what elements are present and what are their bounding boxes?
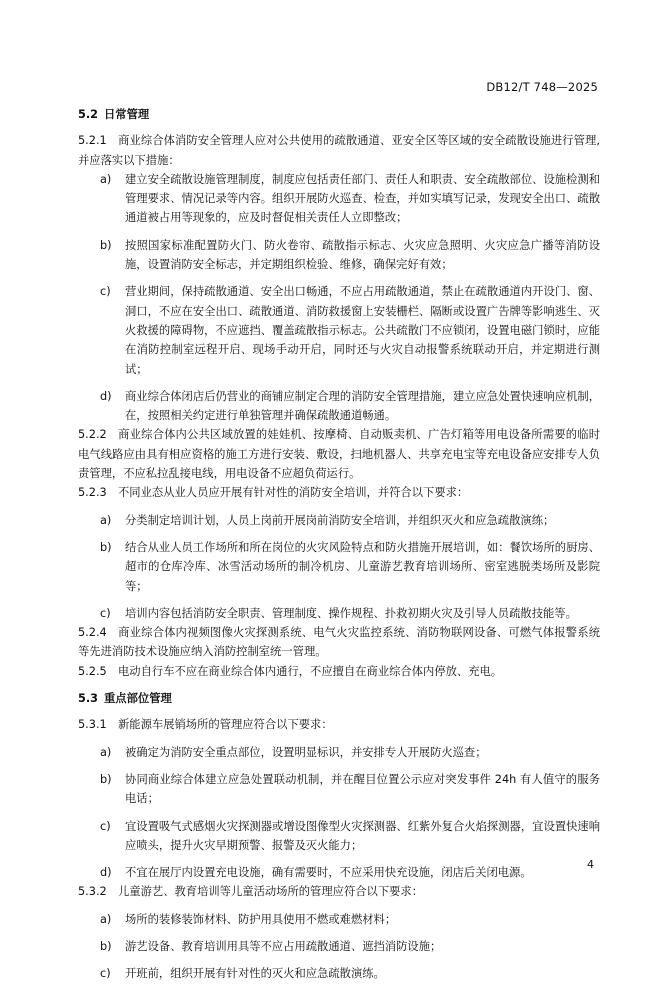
item-mark: b) — [100, 939, 112, 953]
item-text: 营业期间，保持疏散通道、安全出口畅通，不应占用疏散通道，禁止在疏散通道内开设门、窗、洞口，不应在安全出口、疏散通道、消防救援窗上安装栅栏、隔断或设置广告牌等影响逃生、灭火救援的障碍物，不应遮挡、覆盖疏散指示标志。公共疏散门不应锁闭，设置电磁门锁时，应能在消防控制室远程开启、现场手动开启，同时还与火灾自动报警系统联动开启，并定期进行测试； — [125, 285, 600, 376]
item-text: 协同商业综合体建立应急处置联动机制，并在醒目位置公示应对突发事件 24h 有人值守的服务电话； — [125, 772, 600, 806]
section-heading-5-3 — [78, 689, 600, 708]
item-mark: b) — [100, 772, 112, 786]
list-item — [78, 236, 600, 275]
list-item — [78, 511, 600, 530]
item-text: 建立安全疏散设施管理制度，制度应包括责任部门、责任人和职责、安全疏散部位、设施检测和管理要求、情况记录等内容。组织开展防火巡查、检查，并如实填写记录，发现安全出口、疏散通道被占用等现象的，应及时督促相关责任人立即整改； — [125, 172, 600, 225]
standard-code: DB12/T 748—2025 — [486, 80, 598, 94]
list-item — [78, 282, 600, 378]
item-text: 开班前，组织开展有针对性的灭火和应急疏散演练。 — [125, 967, 385, 981]
list-item — [78, 910, 600, 929]
item-mark: b) — [100, 238, 112, 252]
clause-number: 5.3.1 — [78, 718, 107, 732]
clause-number: 5.2.1 — [78, 134, 107, 148]
clause-5-2-5 — [78, 662, 600, 681]
list-item — [78, 604, 600, 623]
clause-5-2-1 — [78, 131, 600, 170]
list-item — [78, 387, 600, 426]
item-mark: a) — [100, 912, 112, 926]
clause-text: 儿童游艺、教育培训等儿童活动场所的管理应符合以下要求： — [118, 885, 424, 899]
clause-text: 新能源车展销场所的管理应符合以下要求： — [118, 718, 333, 732]
item-text: 按照国家标准配置防火门、防火卷帘、疏散指示标志、火灾应急照明、火灾应急广播等消防设施，设置消防安全标志，并定期组织检验、维修，确保完好有效； — [125, 238, 600, 272]
item-text: 宜设置吸气式感烟火灾探测器或增设图像型火灾探测器、红紫外复合火焰探测器，宜设置快速响应喷头，提升火灾早期预警、报警及灭火能力； — [125, 819, 600, 852]
item-text: 分类制定培训计划，人员上岗前开展岗前消防安全培训，并组织灭火和应急疏散演练； — [125, 513, 555, 527]
section-title: 重点部位管理 — [104, 692, 172, 706]
list-item — [78, 863, 600, 882]
clause-text: 电动自行车不应在商业综合体内通行，不应擅自在商业综合体内停放、充电。 — [118, 664, 503, 678]
item-text: 场所的装修装饰材料、防护用具使用不燃或难燃材料； — [125, 912, 397, 926]
item-mark: c) — [100, 819, 111, 833]
item-text: 不宜在展厅内设置充电设施，确有需要时，不应采用快充设施，闭店后关闭电源。 — [125, 866, 532, 880]
section-heading-5-2 — [78, 105, 600, 124]
clause-5-2-2 — [78, 425, 600, 483]
item-mark: c) — [100, 967, 111, 981]
item-list — [78, 170, 600, 426]
item-mark: a) — [100, 172, 112, 186]
item-text: 被确定为消防安全重点部位，设置明显标识，并安排专人开展防火巡查； — [125, 745, 487, 759]
item-mark: a) — [100, 513, 112, 527]
item-mark: d) — [100, 389, 112, 403]
document-body — [78, 102, 600, 984]
section-number: 5.3 — [78, 692, 99, 706]
clause-text: 商业综合体内公共区域放置的娃娃机、按摩椅、自动贩卖机、广告灯箱等用电设备所需要的临时电气线路应由具有相应资格的施工方进行安装、敷设，扫地机器人、共享充电宝等充电设备应安排专人负责管理，不应私拉乱接电线，用电设备不应超负荷运行。 — [78, 428, 600, 481]
list-item — [78, 817, 600, 856]
item-mark: a) — [100, 745, 112, 759]
item-mark: d) — [100, 866, 112, 880]
item-mark: b) — [100, 540, 112, 554]
list-item — [78, 170, 600, 228]
section-number: 5.2 — [78, 108, 99, 121]
list-item — [78, 538, 600, 596]
item-text: 结合从业人员工作场所和所在岗位的火灾风险特点和防火措施开展培训，如：餐饮场所的厨房、超市的仓库冷库、冰雪活动场所的制冷机房、儿童游艺教育培训场所、密室逃脱类场所及影院等； — [125, 540, 600, 593]
clause-5-2-3 — [78, 483, 600, 502]
clause-5-2-4 — [78, 623, 600, 662]
item-text: 游艺设备、教育培训用具等不应占用疏散通道、遮挡消防设施； — [125, 939, 442, 953]
clause-5-3-2 — [78, 882, 600, 901]
clause-text: 不同业态从业人员应开展有针对性的消防安全培训，并符合以下要求： — [118, 486, 469, 500]
section-title: 日常管理 — [104, 108, 150, 121]
clause-number: 5.2.2 — [78, 428, 107, 442]
list-item — [78, 964, 600, 983]
page-number: 4 — [587, 858, 594, 871]
clause-number: 5.2.4 — [78, 626, 107, 640]
clause-text: 商业综合体消防安全管理人应对公共使用的疏散通道、亚安全区等区域的安全疏散设施进行管理,并应落实以下措施： — [78, 134, 600, 167]
list-item — [78, 770, 600, 809]
item-list — [78, 910, 600, 984]
item-mark: c) — [100, 606, 111, 620]
item-mark: c) — [100, 285, 111, 299]
clause-5-3-1 — [78, 715, 600, 734]
clause-number: 5.2.5 — [78, 664, 107, 678]
clause-text: 商业综合体内视频图像火灾探测系统、电气火灾监控系统、消防物联网设备、可燃气体报警系统等先进消防技术设施应纳入消防控制室统一管理。 — [78, 626, 600, 659]
list-item — [78, 937, 600, 956]
clause-number: 5.3.2 — [78, 885, 107, 899]
item-text: 商业综合体闭店后仍营业的商铺应制定合理的消防安全管理措施，建立应急处置快速响应机制，在，按照相关约定进行单独管理并确保疏散通道畅通。 — [125, 389, 600, 423]
item-list — [78, 511, 600, 623]
clause-number: 5.2.3 — [78, 486, 107, 500]
item-text: 培训内容包括消防安全职责、管理制度、操作规程、扑救初期火灾及引导人员疏散技能等。 — [125, 606, 577, 620]
item-list — [78, 743, 600, 883]
list-item — [78, 743, 600, 762]
